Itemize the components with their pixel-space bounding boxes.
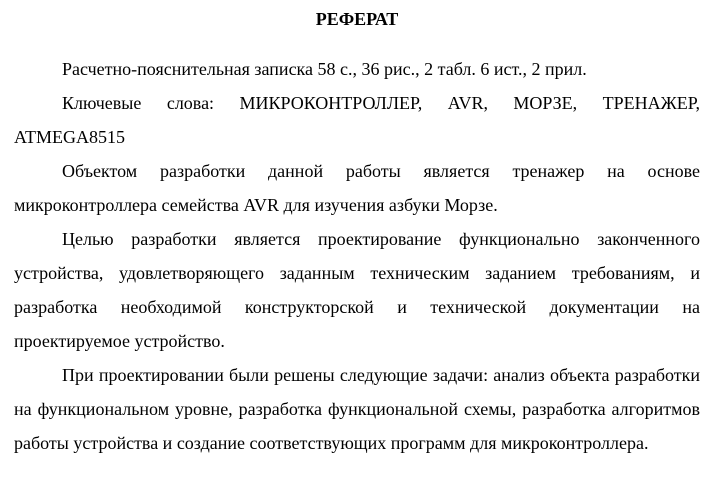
paragraph-keywords: Ключевые слова: МИКРОКОНТРОЛЛЕР, AVR, МОРЗЕ, ТРЕНАЖЕР, ATMEGA8515 bbox=[14, 93, 700, 147]
paragraph-goal: Целью разработки является проектирование функционально законченного устройства, удовлетворяющего заданным техническим заданием требованиям, и разработка необходимой конструкторской и технической документации на проектируемое устройство. bbox=[14, 229, 700, 351]
paragraph-tasks: При проектировании были решены следующие задачи: анализ объекта разработки на функциональном уровне, разработка функциональной схемы, разработка алгоритмов работы устройства и создание соответствующих программ для микроконтроллера. bbox=[14, 365, 700, 453]
paragraph-object: Объектом разработки данной работы является тренажер на основе микроконтроллера семейства AVR для изучения азбуки Морзе. bbox=[14, 161, 700, 215]
document-title: РЕФЕРАТ bbox=[315, 9, 399, 29]
paragraph-report-summary: Расчетно-пояснительная записка 58 с., 36 рис., 2 табл. 6 ист., 2 прил. bbox=[62, 59, 587, 79]
